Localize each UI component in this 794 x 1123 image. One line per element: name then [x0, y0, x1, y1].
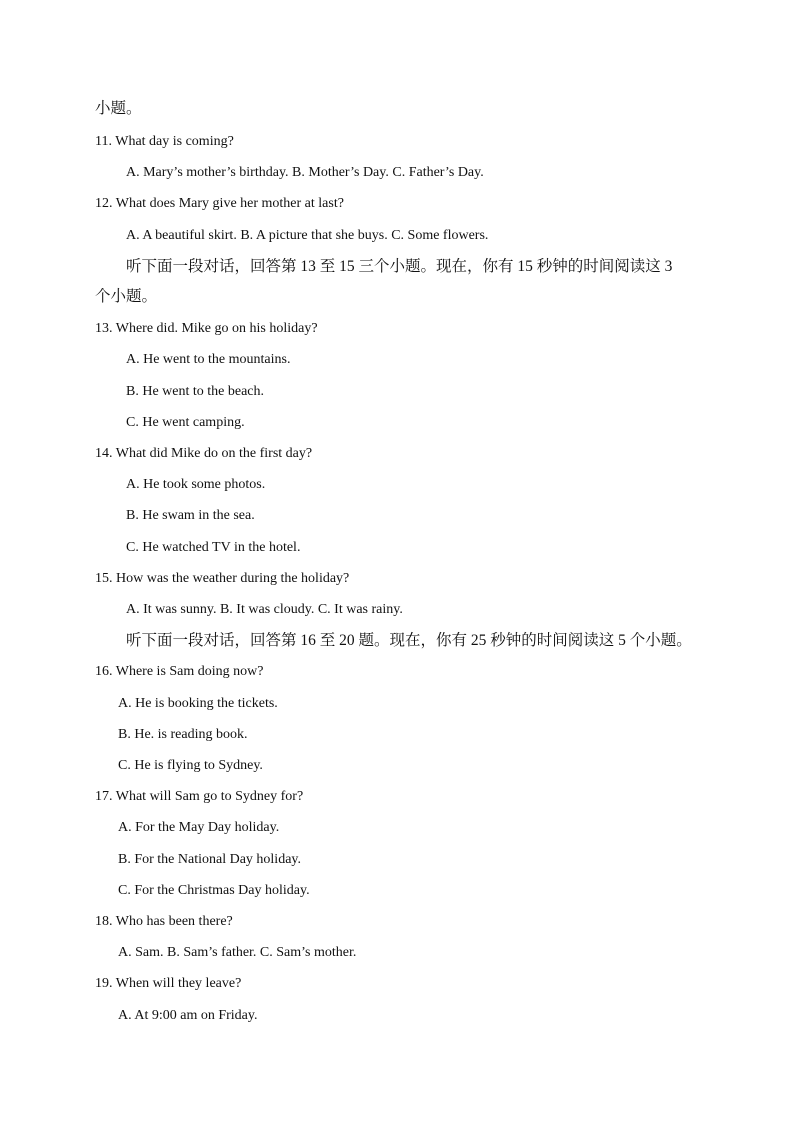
question-11: 11. What day is coming? [95, 134, 234, 149]
option-14-a: A. He took some photos. [126, 477, 266, 492]
section-instruction: 听下面一段对话，回答第 16 至 20 题。现在，你有 25 秒钟的时间阅读这 5 个小题。 [126, 632, 692, 649]
text-line: 小题。 [95, 100, 142, 117]
options-18: A. Sam. B. Sam’s father. C. Sam’s mother. [118, 945, 357, 960]
option-17-b: B. For the National Day holiday. [118, 852, 302, 867]
question-16: 16. Where is Sam doing now? [95, 664, 264, 679]
options-11: A. Mary’s mother’s birthday. B. Mother’s Day. C. Father’s Day. [126, 165, 484, 180]
question-13: 13. Where did. Mike go on his holiday? [95, 321, 318, 336]
option-14-c: C. He watched TV in the hotel. [126, 540, 301, 555]
question-18: 18. Who has been there? [95, 914, 233, 929]
question-15: 15. How was the weather during the holiday? [95, 571, 350, 586]
section-instruction: 听下面一段对话，回答第 13 至 15 三个小题。现在，你有 15 秒钟的时间阅读这 3 [126, 258, 673, 275]
option-16-c: C. He is flying to Sydney. [118, 758, 263, 773]
option-17-c: C. For the Christmas Day holiday. [118, 883, 310, 898]
options-12: A. A beautiful skirt. B. A picture that she buys. C. Some flowers. [126, 228, 489, 243]
option-16-a: A. He is booking the tickets. [118, 696, 278, 711]
question-12: 12. What does Mary give her mother at last? [95, 196, 344, 211]
option-16-b: B. He. is reading book. [118, 727, 248, 742]
option-13-c: C. He went camping. [126, 415, 245, 430]
section-instruction-cont: 个小题。 [95, 288, 158, 305]
option-13-a: A. He went to the mountains. [126, 352, 291, 367]
question-14: 14. What did Mike do on the first day? [95, 446, 313, 461]
option-19-a: A. At 9:00 am on Friday. [118, 1008, 258, 1023]
option-13-b: B. He went to the beach. [126, 384, 265, 399]
option-14-b: B. He swam in the sea. [126, 508, 255, 523]
options-15: A. It was sunny. B. It was cloudy. C. It was rainy. [126, 602, 403, 617]
question-17: 17. What will Sam go to Sydney for? [95, 789, 304, 804]
question-19: 19. When will they leave? [95, 976, 242, 991]
option-17-a: A. For the May Day holiday. [118, 820, 280, 835]
